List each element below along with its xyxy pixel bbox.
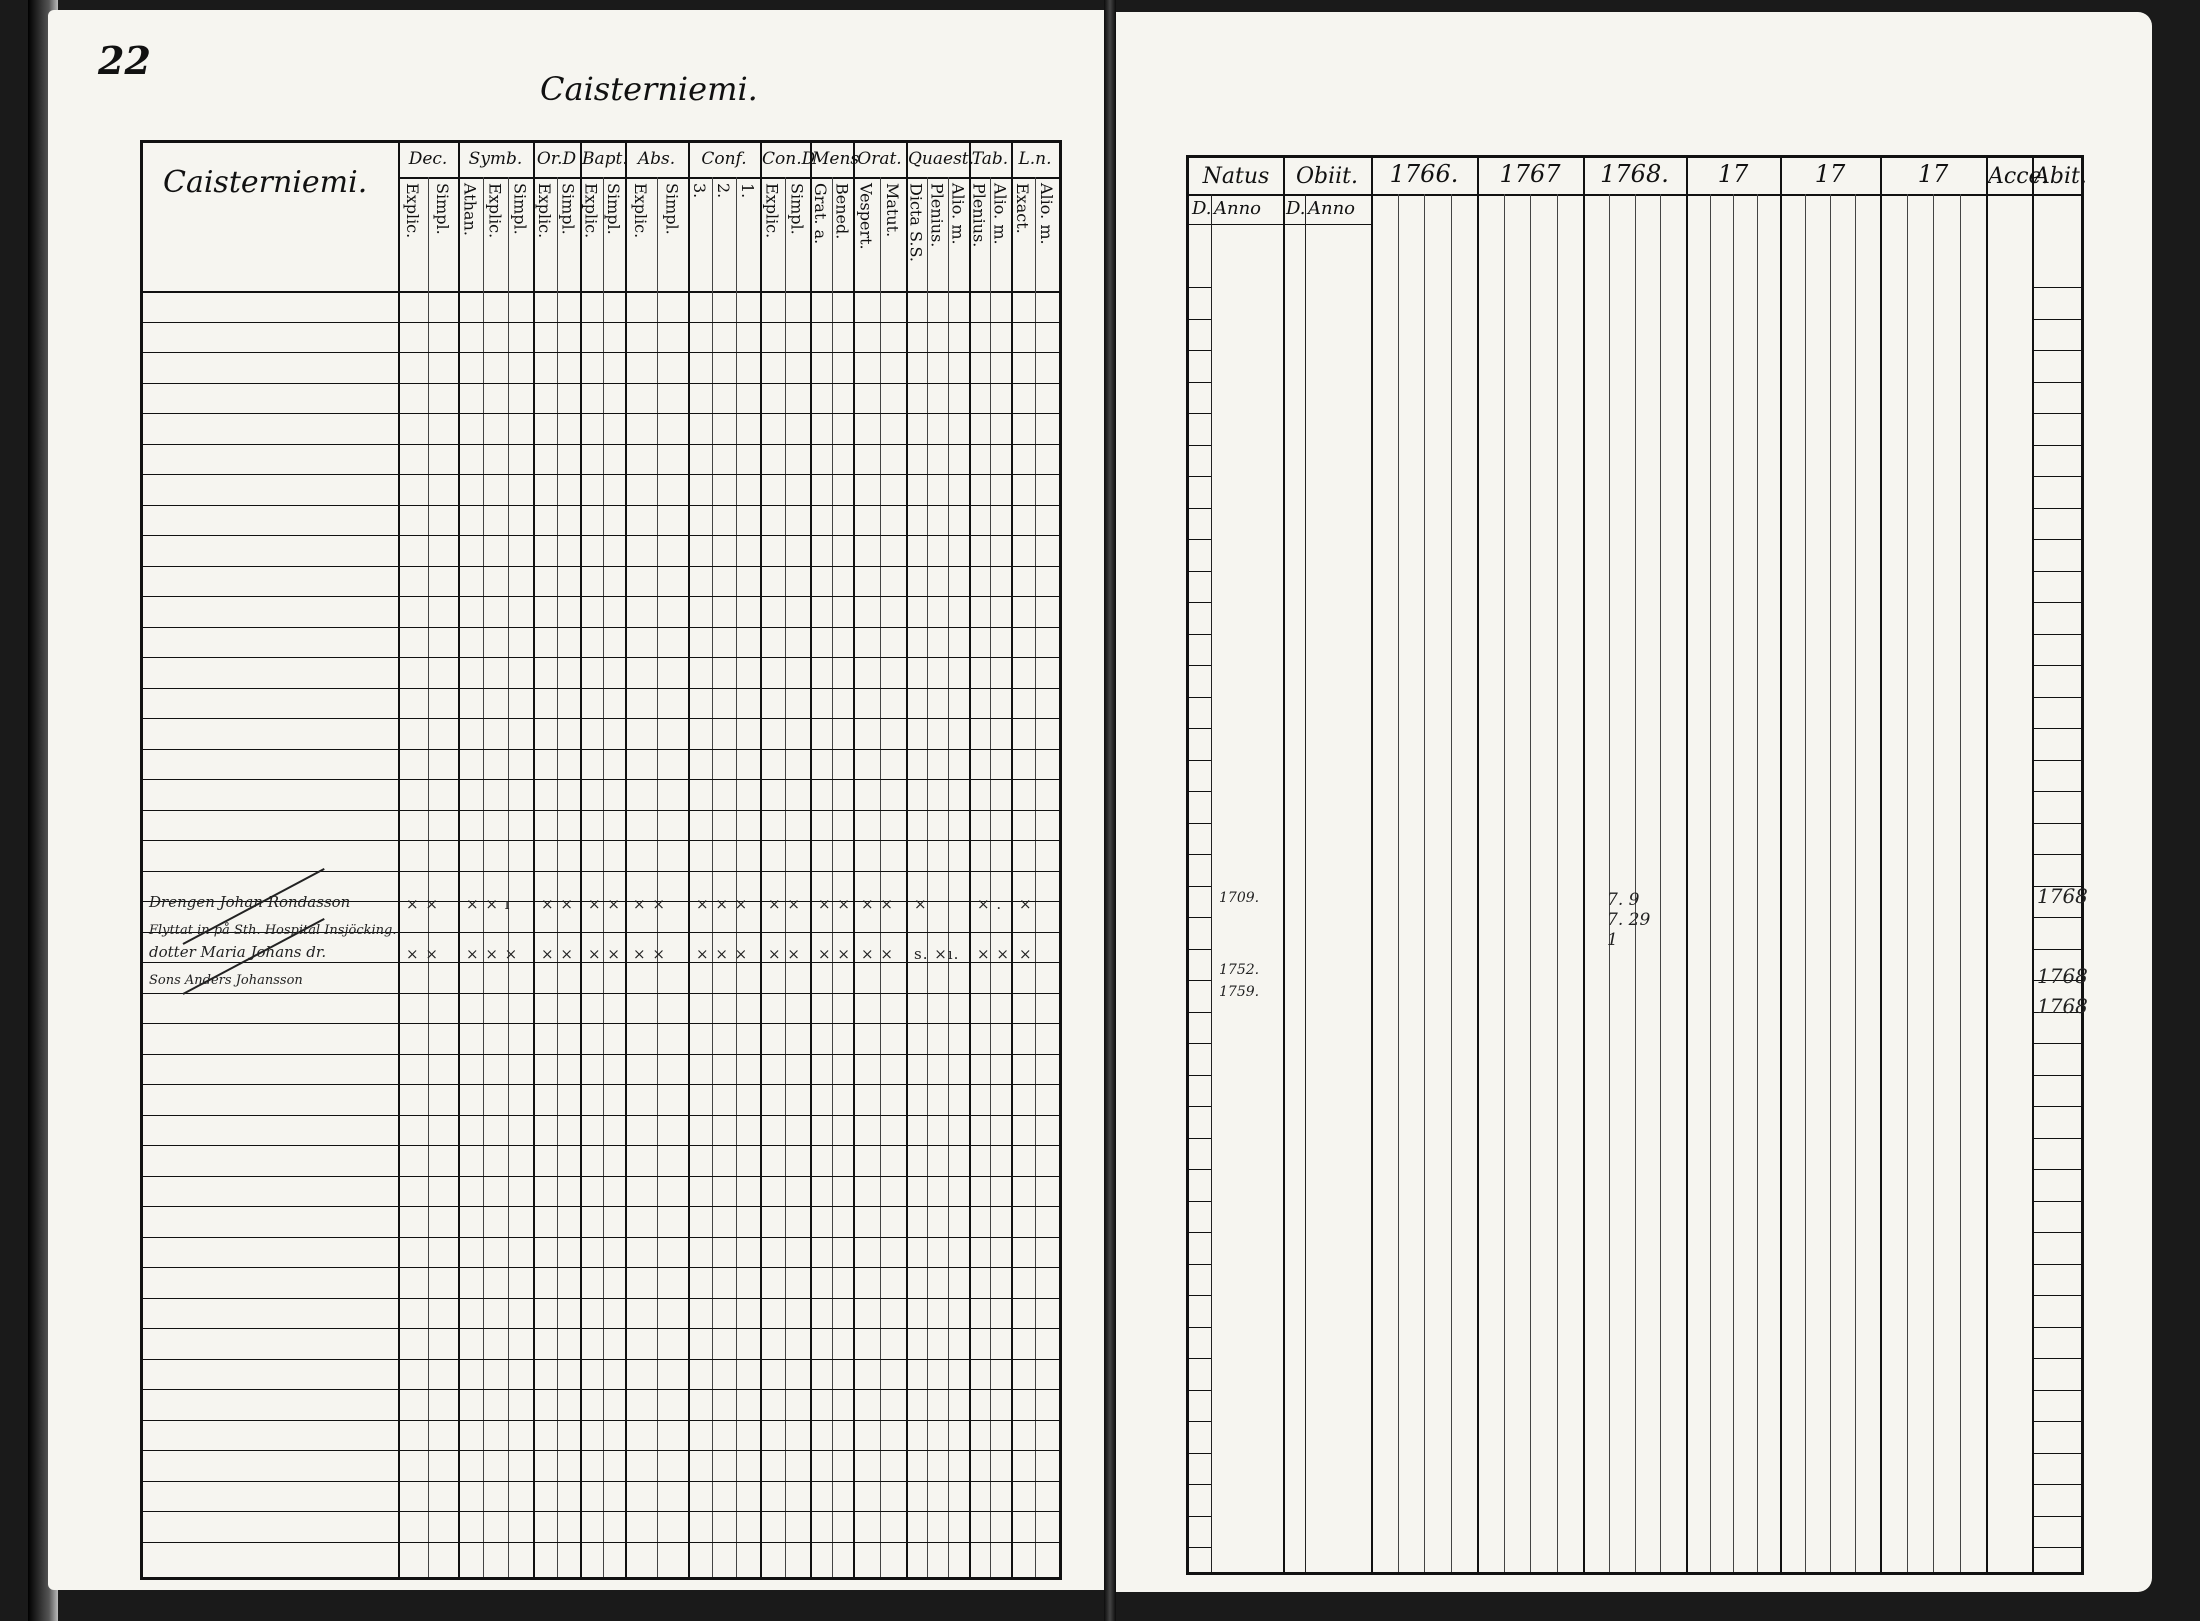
ruled-row-line — [143, 1206, 1059, 1207]
column-divider — [1283, 158, 1285, 1572]
ruled-row-line — [1189, 791, 1211, 792]
ruled-row-line — [143, 749, 1059, 750]
column-divider — [810, 143, 812, 1577]
exam-mark: × × — [861, 945, 894, 963]
ruled-row-line — [2032, 287, 2081, 288]
entry-name: Drengen Johan Rondasson — [149, 893, 351, 911]
subcolumn-divider — [948, 177, 949, 1577]
column-subheader: Explic. — [534, 183, 554, 239]
ruled-row-line — [1189, 917, 1211, 918]
ruled-row-line — [2032, 1075, 2081, 1076]
ruled-row-line — [143, 413, 1059, 414]
column-header: Acce. — [1988, 164, 2049, 189]
column-header: Dec. — [408, 149, 448, 169]
exam-mark: × × — [406, 945, 439, 963]
subcolumn-divider — [657, 177, 658, 1577]
ruled-row-line — [143, 1115, 1059, 1116]
column-subheader: Explic. — [485, 183, 505, 239]
ruled-row-line — [1189, 1138, 1211, 1139]
year-mark: 7. 9 — [1607, 890, 1640, 910]
exam-mark: × × — [768, 895, 801, 913]
exam-mark: × × — [818, 895, 851, 913]
ruled-row-line — [2032, 1484, 2081, 1485]
exam-mark: × × — [541, 945, 574, 963]
ruled-row-line — [143, 871, 1059, 872]
ruled-row-line — [143, 1511, 1059, 1512]
subcolumn-divider — [1933, 194, 1934, 1572]
ruled-row-line — [143, 657, 1059, 658]
ruled-row-line — [1189, 1075, 1211, 1076]
ruled-row-line — [143, 596, 1059, 597]
ruled-row-line — [1189, 1012, 1211, 1013]
ruled-row-line — [143, 535, 1059, 536]
subcolumn-divider — [832, 177, 833, 1577]
subcolumn-divider — [1960, 194, 1961, 1572]
ruled-row-line — [143, 444, 1059, 445]
ruled-row-line — [2032, 508, 2081, 509]
ruled-row-line — [143, 840, 1059, 841]
departure-year: 1768 — [2037, 964, 2088, 988]
ruled-row-line — [1189, 445, 1211, 446]
book-gutter — [1104, 0, 1116, 1621]
ruled-row-line — [1189, 1169, 1211, 1170]
column-subheader: Bened. — [832, 183, 852, 240]
ruled-row-line — [143, 627, 1059, 628]
subcolumn-divider — [712, 177, 713, 1577]
subcolumn-divider — [927, 177, 928, 1577]
exam-mark: × × — [633, 945, 666, 963]
column-divider — [1477, 158, 1479, 1572]
departure-year: 1768 — [2037, 994, 2088, 1018]
ruled-row-line — [2032, 1516, 2081, 1517]
ruled-row-line — [2032, 445, 2081, 446]
exam-mark: × × × — [466, 945, 519, 963]
column-subheader: Explic. — [630, 183, 650, 239]
column-subheader: Vespert. — [856, 183, 876, 250]
ruled-row-line — [2032, 382, 2081, 383]
ruled-row-line — [1189, 1295, 1211, 1296]
ruled-row-line — [1189, 728, 1211, 729]
exam-mark: × — [1019, 895, 1033, 913]
ruled-row-line — [2032, 1201, 2081, 1202]
column-subheader: Anno — [1308, 198, 1356, 219]
subcolumn-divider — [736, 177, 737, 1577]
column-divider — [533, 143, 535, 1577]
left-register-grid — [140, 140, 1062, 1580]
ruled-row-line — [2032, 319, 2081, 320]
ruled-row-line — [1189, 382, 1211, 383]
exam-mark: × × — [977, 945, 1010, 963]
column-header: 17 — [1717, 160, 1749, 188]
ruled-row-line — [143, 1084, 1059, 1085]
column-subheader: Explic. — [762, 183, 782, 239]
exam-mark: × . — [977, 895, 1003, 913]
subcolumn-divider — [1660, 194, 1661, 1572]
column-divider — [398, 143, 400, 1577]
ruled-row-line — [1189, 1043, 1211, 1044]
ruled-row-line — [143, 322, 1059, 323]
column-subheader: D. — [1286, 198, 1306, 219]
column-header: 1766. — [1389, 160, 1459, 188]
column-header: 17 — [1917, 160, 1949, 188]
subcolumn-divider — [1424, 194, 1425, 1572]
column-header: Abs. — [637, 149, 676, 169]
column-divider — [760, 143, 762, 1577]
column-divider — [1986, 158, 1988, 1572]
column-subheader: Explic. — [581, 183, 601, 239]
ruled-row-line — [2032, 1547, 2081, 1548]
exam-mark: s. ×ı. — [914, 945, 960, 963]
birth-year: 1759. — [1219, 984, 1260, 1000]
subcolumn-divider — [1451, 194, 1452, 1572]
column-divider — [1780, 158, 1782, 1572]
subcolumn-divider — [1609, 194, 1610, 1572]
column-header: Abit. — [2034, 164, 2087, 189]
ruled-row-line — [1189, 319, 1211, 320]
ruled-row-line — [143, 1023, 1059, 1024]
subcolumn-divider — [1557, 194, 1558, 1572]
ruled-row-line — [1189, 1232, 1211, 1233]
ruled-row-line — [2032, 1358, 2081, 1359]
ruled-row-line — [143, 993, 1059, 994]
column-subheader: Athan. — [460, 183, 480, 236]
column-header: Conf. — [701, 149, 747, 169]
ruled-row-line — [1189, 634, 1211, 635]
ruled-row-line — [1189, 980, 1211, 981]
subcolumn-divider — [428, 177, 429, 1577]
right-register-grid — [1186, 155, 2088, 1575]
subcolumn-divider — [1757, 194, 1758, 1572]
ruled-row-line — [1189, 1421, 1211, 1422]
subcolumn-divider — [880, 177, 881, 1577]
header-divider — [398, 177, 1059, 179]
column-divider — [1583, 158, 1585, 1572]
ruled-row-line — [1189, 602, 1211, 603]
ruled-row-line — [2032, 1138, 2081, 1139]
header-bottom — [143, 291, 1059, 293]
exam-mark: × × × — [696, 945, 749, 963]
ruled-row-line — [143, 1542, 1059, 1543]
exam-mark: × — [1019, 945, 1033, 963]
column-divider — [625, 143, 627, 1577]
subcolumn-divider — [1733, 194, 1734, 1572]
ruled-row-line — [143, 1054, 1059, 1055]
ruled-row-line — [143, 1237, 1059, 1238]
year-mark: 7. 29 — [1607, 910, 1651, 930]
column-subheader: Simpl. — [787, 183, 807, 235]
ruled-row-line — [1189, 1264, 1211, 1265]
ruled-row-line — [143, 566, 1059, 567]
ruled-row-line — [1189, 287, 1211, 288]
subcolumn-divider — [508, 177, 509, 1577]
column-header: Or.D — [536, 149, 577, 169]
ruled-row-line — [1189, 1327, 1211, 1328]
column-header: L.n. — [1018, 149, 1052, 169]
departure-year: 1768 — [2037, 884, 2088, 908]
subcolumn-divider — [785, 177, 786, 1577]
ruled-row-line — [2032, 1106, 2081, 1107]
ruled-row-line — [2032, 350, 2081, 351]
exam-mark: × × × — [696, 895, 749, 913]
ruled-row-line — [2032, 665, 2081, 666]
page-title: Caisterniemi. — [540, 70, 758, 108]
column-header: Symb. — [468, 149, 523, 169]
column-divider — [853, 143, 855, 1577]
subcolumn-divider — [1504, 194, 1505, 1572]
column-subheader: Plenius. — [927, 183, 947, 248]
exam-mark: × — [914, 895, 928, 913]
column-header: 1767 — [1499, 160, 1561, 188]
ruled-row-line — [143, 383, 1059, 384]
row-header: Caisterniemi. — [163, 165, 368, 200]
ruled-row-line — [2032, 539, 2081, 540]
subheader-divider — [1189, 224, 1371, 225]
subcolumn-divider — [1830, 194, 1831, 1572]
ruled-row-line — [143, 688, 1059, 689]
column-divider — [906, 143, 908, 1577]
ruled-row-line — [2032, 476, 2081, 477]
ruled-row-line — [143, 1328, 1059, 1329]
ruled-row-line — [143, 1298, 1059, 1299]
exam-mark: × × — [861, 895, 894, 913]
column-subheader: 2. — [714, 183, 733, 199]
column-header: Bapt. — [582, 149, 628, 169]
ruled-row-line — [143, 1359, 1059, 1360]
subcolumn-divider — [483, 177, 484, 1577]
column-subheader: Simpl. — [662, 183, 682, 235]
column-header: 1768. — [1600, 160, 1669, 188]
year-mark: 1 — [1607, 930, 1618, 950]
ruled-row-line — [143, 1450, 1059, 1451]
column-subheader: Explic. — [403, 183, 422, 239]
ruled-row-line — [1189, 760, 1211, 761]
column-header: 17 — [1814, 160, 1846, 188]
subcolumn-divider — [1805, 194, 1806, 1572]
ruled-row-line — [1189, 886, 1211, 887]
column-subheader: Grat. a. — [810, 183, 830, 245]
ruled-row-line — [1189, 350, 1211, 351]
ruled-row-line — [2032, 791, 2081, 792]
ruled-row-line — [2032, 1264, 2081, 1265]
ruled-row-line — [1189, 854, 1211, 855]
ruled-row-line — [143, 1481, 1059, 1482]
subcolumn-divider — [990, 177, 991, 1577]
ruled-row-line — [1189, 1358, 1211, 1359]
ruled-row-line — [143, 352, 1059, 353]
ruled-row-line — [1189, 1547, 1211, 1548]
ruled-row-line — [1189, 1106, 1211, 1107]
column-subheader: Anno — [1214, 198, 1262, 219]
ruled-row-line — [1189, 413, 1211, 414]
ruled-row-line — [1189, 665, 1211, 666]
ruled-row-line — [2032, 634, 2081, 635]
column-subheader: Alio. m. — [1037, 183, 1056, 245]
column-header: Tab. — [971, 149, 1009, 169]
column-divider — [580, 143, 582, 1577]
ruled-row-line — [2032, 760, 2081, 761]
ruled-row-line — [2032, 917, 2081, 918]
ruled-row-line — [2032, 1169, 2081, 1170]
ruled-row-line — [2032, 571, 2081, 572]
column-header: Mens — [812, 149, 860, 169]
ruled-row-line — [2032, 854, 2081, 855]
ruled-row-line — [2032, 697, 2081, 698]
column-subheader: D. — [1192, 198, 1212, 219]
subcolumn-divider — [1855, 194, 1856, 1572]
ruled-row-line — [1189, 823, 1211, 824]
column-subheader: Matut. — [882, 183, 902, 238]
subcolumn-divider — [1907, 194, 1908, 1572]
column-divider — [1686, 158, 1688, 1572]
entry-note: Flyttat in på Sth. Hospital Insjöcking. — [149, 923, 397, 938]
column-divider — [458, 143, 460, 1577]
ruled-row-line — [1189, 508, 1211, 509]
column-subheader: Dicta S.S. — [906, 183, 926, 262]
ruled-row-line — [1189, 476, 1211, 477]
ruled-row-line — [2032, 1390, 2081, 1391]
ruled-row-line — [2032, 728, 2081, 729]
column-subheader: Alio. m. — [948, 183, 968, 245]
column-divider — [1371, 158, 1373, 1572]
ruled-row-line — [143, 779, 1059, 780]
ruled-row-line — [1189, 697, 1211, 698]
ruled-row-line — [1189, 539, 1211, 540]
column-divider — [1880, 158, 1882, 1572]
column-subheader: Simpl. — [603, 183, 623, 235]
ruled-row-line — [143, 1176, 1059, 1177]
column-subheader: Alio. m. — [990, 183, 1010, 245]
ruled-row-line — [143, 1389, 1059, 1390]
column-subheader: 1. — [738, 183, 757, 199]
column-divider — [969, 143, 971, 1577]
ruled-row-line — [2032, 1327, 2081, 1328]
subcolumn-divider — [1398, 194, 1399, 1572]
ruled-row-line — [2032, 1421, 2081, 1422]
exam-mark: × × — [633, 895, 666, 913]
column-subheader: 3. — [690, 183, 709, 199]
subcolumn-divider — [1710, 194, 1711, 1572]
entry-note: Sons Anders Johansson — [149, 973, 303, 988]
column-header: Orat. — [857, 149, 902, 169]
column-header: Obiit. — [1295, 164, 1359, 189]
subcolumn-divider — [1635, 194, 1636, 1572]
subcolumn-divider — [603, 177, 604, 1577]
entry-name: dotter Maria Johans dr. — [149, 943, 327, 961]
column-header: Natus — [1202, 164, 1270, 189]
column-divider — [2032, 158, 2034, 1572]
ruled-row-line — [143, 1420, 1059, 1421]
column-subheader: Simpl. — [558, 183, 578, 235]
ruled-row-line — [2032, 823, 2081, 824]
page-number: 22 — [98, 38, 151, 83]
ruled-row-line — [1189, 1484, 1211, 1485]
ruled-row-line — [1189, 1453, 1211, 1454]
ruled-row-line — [1189, 1390, 1211, 1391]
ruled-row-line — [2032, 413, 2081, 414]
ruled-row-line — [1189, 949, 1211, 950]
subcolumn-divider — [1305, 194, 1306, 1572]
ruled-row-line — [2032, 1043, 2081, 1044]
exam-mark: × × — [588, 945, 621, 963]
ruled-row-line — [2032, 1295, 2081, 1296]
column-header: Con.D — [762, 149, 816, 169]
ruled-row-line — [2032, 1453, 2081, 1454]
exam-mark: × × — [588, 895, 621, 913]
exam-mark: × × — [768, 945, 801, 963]
exam-mark: × × — [818, 945, 851, 963]
birth-year: 1709. — [1219, 890, 1260, 906]
subcolumn-divider — [1211, 194, 1212, 1572]
exam-mark: × × — [406, 895, 439, 913]
exam-mark: × × — [541, 895, 574, 913]
subcolumn-divider — [1530, 194, 1531, 1572]
ruled-row-line — [143, 1267, 1059, 1268]
ruled-row-line — [2032, 602, 2081, 603]
ruled-row-line — [143, 505, 1059, 506]
exam-mark: × × ı — [466, 895, 511, 913]
column-subheader: Simpl. — [433, 183, 452, 235]
column-header: Quaest. — [908, 149, 975, 169]
ruled-row-line — [143, 718, 1059, 719]
column-divider — [1011, 143, 1013, 1577]
ruled-row-line — [1189, 1516, 1211, 1517]
birth-year: 1752. — [1219, 962, 1260, 978]
subcolumn-divider — [1035, 177, 1036, 1577]
ruled-row-line — [2032, 1232, 2081, 1233]
column-subheader: Simpl. — [510, 183, 530, 235]
ruled-row-line — [143, 474, 1059, 475]
ruled-row-line — [1189, 571, 1211, 572]
column-divider — [688, 143, 690, 1577]
subcolumn-divider — [557, 177, 558, 1577]
ruled-row-line — [2032, 949, 2081, 950]
ruled-row-line — [143, 1145, 1059, 1146]
column-subheader: Plenius. — [969, 183, 989, 248]
ruled-row-line — [143, 810, 1059, 811]
ruled-row-line — [1189, 1201, 1211, 1202]
column-subheader: Exact. — [1013, 183, 1032, 234]
